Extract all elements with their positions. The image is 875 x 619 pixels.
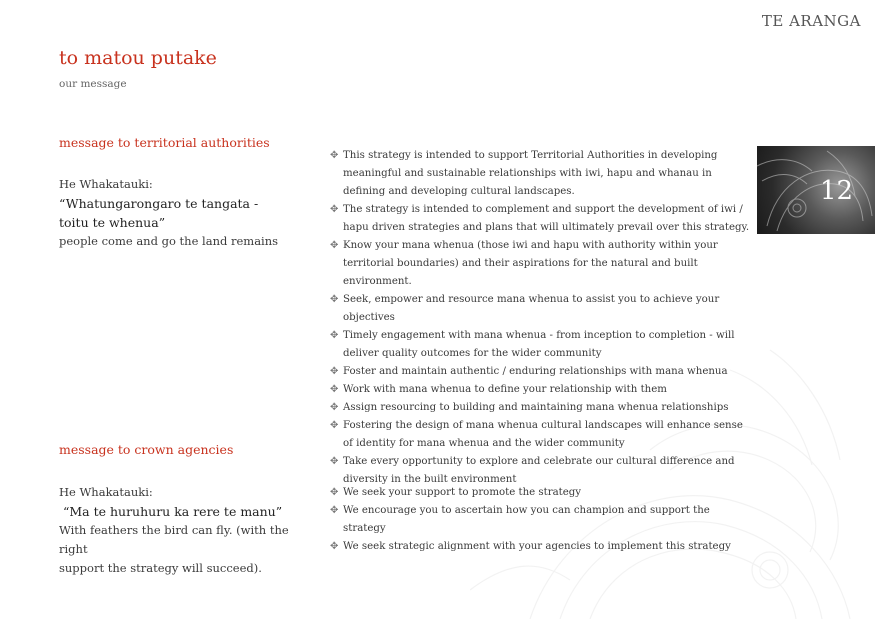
cross-bullet-icon: ✥ <box>330 366 339 377</box>
page-subtitle: our message <box>59 78 127 90</box>
page-title: to matou putake <box>59 47 217 69</box>
list-item: ✥ This strategy is intended to support Territorial Authorities in developing meaningful and sustainable relationships with iwi, hapu and whanau in defining and developing cultural landscapes. <box>330 147 750 201</box>
page-badge <box>757 146 875 234</box>
list-item: ✥ Assign resourcing to building and maintaining mana whenua relationships <box>330 399 750 417</box>
whakatauki-label: He Whakatauki: <box>59 485 153 499</box>
whakatauki-translation: people come and go the land remains <box>59 234 279 248</box>
whakatauki-saying: “Whatungarongaro te tangata - <box>59 196 259 211</box>
crown-bullet-list <box>330 484 750 556</box>
list-item: ✥ Work with mana whenua to define your relationship with them <box>330 381 750 399</box>
list-item: ✥ Know your mana whenua (those iwi and hapu with authority within your territorial boundaries) and their aspirations for the natural and built environment. <box>330 237 750 291</box>
cross-bullet-icon: ✥ <box>330 487 339 498</box>
cross-bullet-icon: ✥ <box>330 541 339 552</box>
whakatauki-translation: With feathers the bird can fly. (with the right <box>59 523 289 556</box>
territorial-bullet-list <box>330 147 750 489</box>
brand-label: TE ARANGA <box>761 12 861 30</box>
list-item: ✥ We encourage you to ascertain how you can champion and support the strategy <box>330 502 750 538</box>
list-item: ✥ We seek your support to promote the strategy <box>330 484 750 502</box>
cross-bullet-icon: ✥ <box>330 204 339 215</box>
list-item: ✥ Foster and maintain authentic / enduring relationships with mana whenua <box>330 363 750 381</box>
whakatauki-saying: toitu te whenua” <box>59 215 166 230</box>
list-item: ✥ Take every opportunity to explore and celebrate our cultural difference and diversity in the built environment <box>330 453 750 489</box>
cross-bullet-icon: ✥ <box>330 240 339 251</box>
list-item: ✥ The strategy is intended to complement and support the development of iwi / hapu driven strategies and plans that will ultimately prevail over this strategy. <box>330 201 750 237</box>
cross-bullet-icon: ✥ <box>330 384 339 395</box>
section-heading-territorial: message to territorial authorities <box>59 135 270 150</box>
list-item: ✥ Fostering the design of mana whenua cultural landscapes will enhance sense of identity for mana whenua and the wider community <box>330 417 750 453</box>
whakatauki-saying: “Ma te huruhuru ka rere te manu” <box>59 504 283 519</box>
whakatauki-translation: support the strategy will succeed). <box>59 561 262 575</box>
cross-bullet-icon: ✥ <box>330 294 339 305</box>
carving-pattern-icon <box>757 146 875 234</box>
whakatauki-crown <box>59 483 309 578</box>
page-number: 12 <box>820 176 854 206</box>
section-heading-crown: message to crown agencies <box>59 442 234 457</box>
cross-bullet-icon: ✥ <box>330 330 339 341</box>
list-item: ✥ Timely engagement with mana whenua - from inception to completion - will deliver quality outcomes for the wider community <box>330 327 750 363</box>
whakatauki-label: He Whakatauki: <box>59 177 153 191</box>
list-item: ✥ We seek strategic alignment with your agencies to implement this strategy <box>330 538 750 556</box>
cross-bullet-icon: ✥ <box>330 456 339 467</box>
list-item: ✥ Seek, empower and resource mana whenua to assist you to achieve your objectives <box>330 291 750 327</box>
cross-bullet-icon: ✥ <box>330 505 339 516</box>
whakatauki-territorial <box>59 175 309 251</box>
cross-bullet-icon: ✥ <box>330 402 339 413</box>
cross-bullet-icon: ✥ <box>330 420 339 431</box>
cross-bullet-icon: ✥ <box>330 150 339 161</box>
